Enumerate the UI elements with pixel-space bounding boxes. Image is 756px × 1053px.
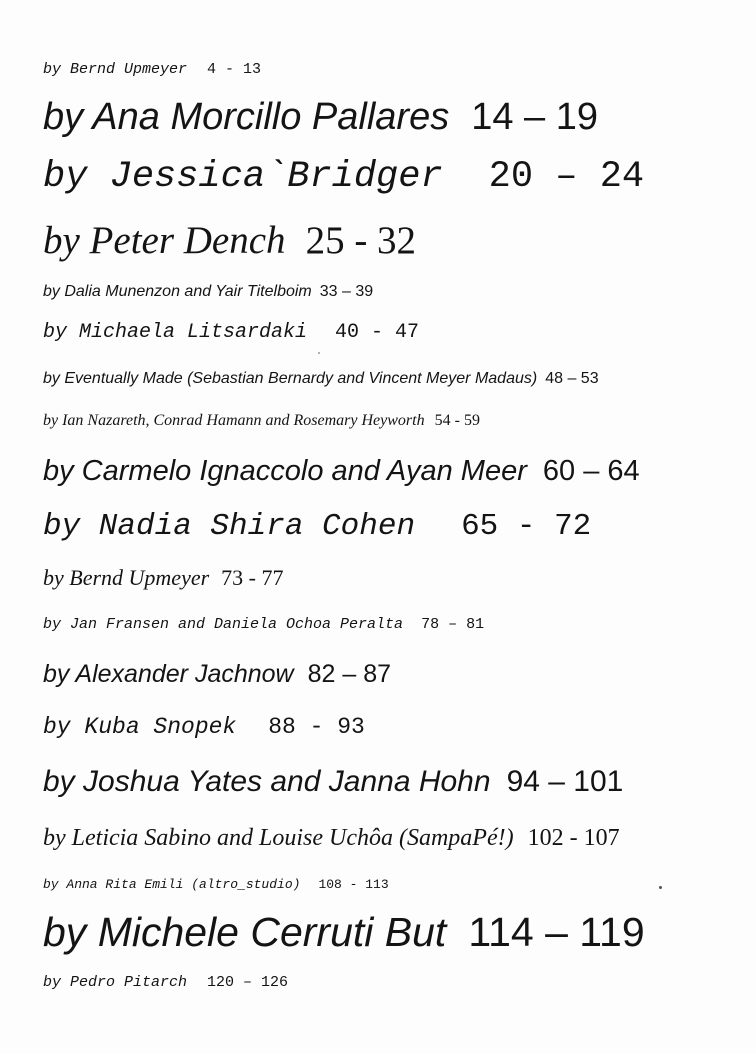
- entry-author: by Ana Morcillo Pallares: [43, 96, 450, 138]
- print-speck: [318, 352, 320, 354]
- entry-pages: 120 – 126: [207, 974, 289, 991]
- entry-pages: 78 – 81: [421, 616, 485, 633]
- entry-13: [43, 662, 391, 687]
- entry-2: [43, 98, 598, 136]
- entry-7: [43, 371, 599, 387]
- entry-pages: 48 – 53: [545, 370, 599, 387]
- entry-pages: 60 – 64: [542, 455, 640, 487]
- entry-12: [43, 617, 484, 632]
- entry-pages: 40 - 47: [335, 321, 420, 344]
- entry-author: by Kuba Snopek: [43, 714, 237, 740]
- entry-author: by Jan Fransen and Daniela Ochoa Peralta: [43, 616, 404, 633]
- print-speck: [659, 886, 662, 889]
- entry-author: by Alexander Jachnow: [43, 660, 294, 688]
- entry-pages: 54 - 59: [434, 412, 480, 429]
- entry-10: [43, 511, 591, 542]
- entry-5: [43, 284, 373, 300]
- entry-pages: 108 - 113: [318, 877, 389, 892]
- entry-author: by Jessica`Bridger: [43, 156, 443, 198]
- entry-author: by Bernd Upmeyer: [43, 565, 210, 590]
- entry-4: [43, 221, 416, 260]
- entry-pages: 65 - 72: [461, 509, 592, 544]
- entry-17: [43, 878, 389, 891]
- entry-author: by Ian Nazareth, Conrad Hamann and Rosemary Heyworth: [43, 412, 425, 429]
- entry-author: by Eventually Made (Sebastian Bernardy and Vincent Meyer Madaus): [43, 370, 538, 387]
- entry-pages: 114 – 119: [468, 909, 645, 955]
- entry-14: [43, 716, 365, 739]
- entry-6: [43, 323, 419, 343]
- entry-author: by Michaela Litsardaki: [43, 321, 308, 344]
- entry-9: [43, 457, 640, 486]
- entry-19: [43, 975, 288, 990]
- entry-author: by Carmelo Ignaccolo and Ayan Meer: [43, 455, 527, 487]
- entry-author: by Michele Cerruti But: [43, 909, 447, 955]
- entry-pages: 4 - 13: [207, 61, 262, 78]
- entry-pages: 73 - 77: [221, 565, 284, 590]
- entry-pages: 88 - 93: [268, 714, 365, 740]
- entry-18: [43, 909, 645, 955]
- entry-pages: 33 – 39: [319, 283, 374, 300]
- entry-pages: 94 – 101: [506, 765, 624, 798]
- entry-pages: 102 - 107: [527, 825, 620, 851]
- entry-author: by Peter Dench: [43, 219, 286, 262]
- entry-1: [43, 62, 261, 77]
- entry-author: by Pedro Pitarch: [43, 974, 188, 991]
- entry-author: by Joshua Yates and Janna Hohn: [43, 765, 491, 798]
- entry-16: [43, 826, 620, 850]
- entry-author: by Nadia Shira Cohen: [43, 509, 416, 544]
- entry-3: [43, 156, 645, 198]
- entry-author: by Anna Rita Emili (altro_studio): [43, 877, 301, 892]
- entry-author: by Bernd Upmeyer: [43, 61, 188, 78]
- entry-pages: 20 – 24: [488, 156, 645, 198]
- entry-author: by Leticia Sabino and Louise Uchôa (SampaPé!): [43, 825, 514, 851]
- entry-8: [43, 413, 480, 429]
- entry-pages: 25 - 32: [305, 219, 417, 262]
- entry-15: [43, 767, 623, 797]
- entry-pages: 82 – 87: [307, 660, 392, 688]
- entry-author: by Dalia Munenzon and Yair Titelboim: [43, 283, 312, 300]
- entry-11: [43, 567, 284, 589]
- entry-pages: 14 – 19: [471, 96, 598, 138]
